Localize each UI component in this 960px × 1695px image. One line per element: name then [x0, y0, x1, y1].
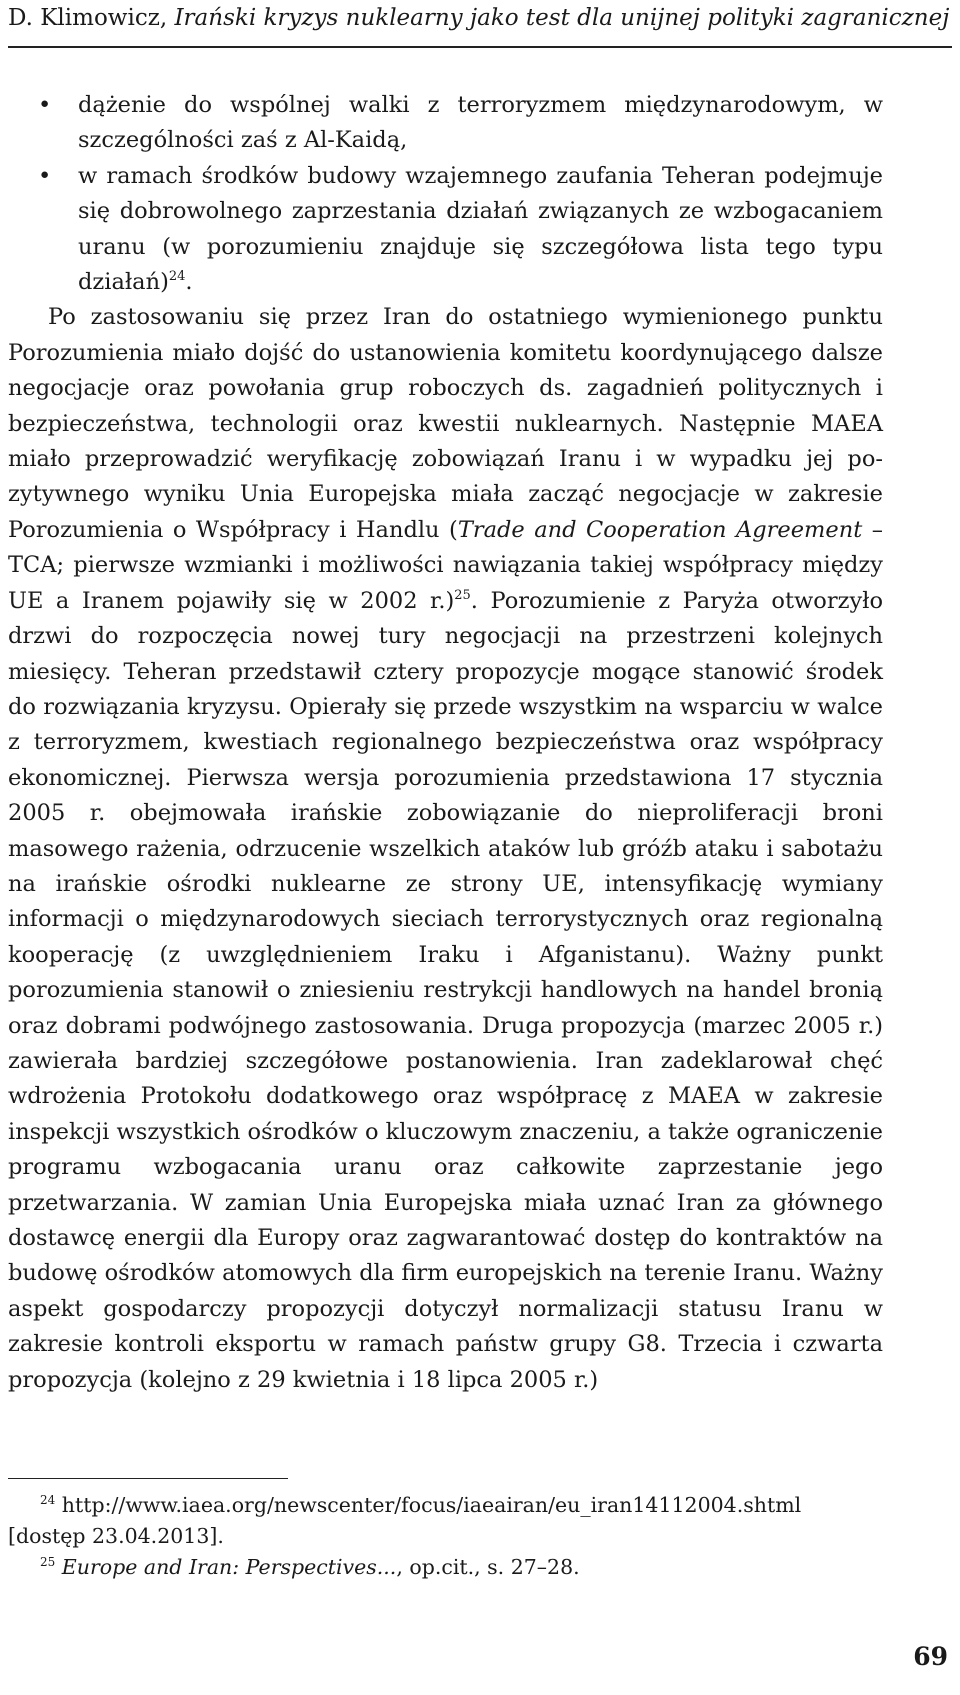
footnotes: [8, 1490, 883, 1583]
footnotes-rule: [8, 1478, 288, 1479]
main-text: [8, 88, 883, 1398]
bullet-icon: •: [38, 162, 52, 189]
footnote-number: 24: [40, 1493, 56, 1507]
footnote-25: [8, 1552, 883, 1583]
paragraph-text-2: – TCA; pierwsze wzmianki i możliwości nawiązania takiej współpracy między UE a Iranem pojawiły się w 2002 r.): [8, 516, 883, 614]
page-number: 69: [913, 1642, 948, 1671]
footnote-text: , op.cit., s. 27–28.: [396, 1555, 580, 1579]
paragraph-text-3: . Porozumienie z Paryża otworzyło drzwi do rozpoczęcia nowej tury negocjacji na przestrzeni kolejnych miesięcy. Teheran przedstawił cztery propozycje mogące stanowić środek do rozwiązania kryzysu. Opierały się przede wszystkim na wsparciu w walce z terroryzmem, kwestiach regionalnego bezpieczeństwa oraz współpracy ekonomicznej. Pierwsza wersja porozumienia przedstawiona 17 stycznia 2005 r. obejmowała irańskie zobowiązanie do nieproliferacji broni masowego rażenia, odrzucenie wszelkich ataków lub gróźb ataku i sabotażu na irańskie ośrodki nuklearne ze strony UE, intensyfikację wymiany informacji o międzynarodowych sieciach terrorystycznych oraz regionalną kooperację (z uwzględnieniem Iraku i Afganistanu). Ważny punkt porozumienia stanowił o zniesieniu restrykcji handlowych na handel bronią oraz dobrami podwójnego zastosowania. Druga propozycja (marzec 2005 r.) zawierała bardziej szczegółowe postanowienia. Iran zadeklarował chęć wdrożenia Protokołu dodatkowego oraz współpracę z MAEA w zakresie inspekcji wszystkich ośrodków o kluczowym znaczeniu, a także ograniczenie programu wzbogacania uranu oraz całkowite zaprzestanie jego przetwarzania. W zamian Unia Europejska miała uznać Iran za głównego dostawcę energii dla Europy oraz zagwarantować dostęp do kontraktów na budowę ośrodków atomowych dla firm europejskich na terenie Iranu. Ważny aspekt gospodarczy propozycji dotyczył normalizacji statusu Iranu w zakresie kontroli eksportu w ramach państw grupy G8. Trzecia i czwarta propozycja (kolejno z 29 kwietnia i 18 lipca 2005 r.): [8, 587, 883, 1393]
footnote-number: 25: [40, 1555, 56, 1569]
header-author: D. Klimowicz,: [8, 5, 175, 31]
footnote-ref[interactable]: 25: [454, 587, 471, 603]
header-rule: [8, 46, 952, 48]
header-title: Irański kryzys nuklearny jako test dla unijnej polityki zagranicznej: [174, 5, 950, 31]
footnote-24: [8, 1490, 883, 1552]
bullet-item: [8, 159, 883, 301]
bullet-end: .: [185, 269, 193, 296]
footnote-italic: Europe and Iran: Perspectives...: [55, 1555, 397, 1579]
footnote-text: http://www.iaea.org/newscenter/focus/iaeairan/eu_iran14112004.shtml [dostęp 23.04.2013].: [8, 1493, 802, 1548]
bullet-text: w ramach środków budowy wzajemnego zaufania Teheran podejmuje się dobrowolnego zaprzestania działań związanych ze wzbogacaniem uranu (w porozumieniu znajduje się szczegółowa lista tego typu działań): [78, 162, 883, 296]
bullet-text: dążenie do wspólnej walki z terroryzmem międzynarodowym, w szczególności zaś z Al-Kaidą,: [78, 92, 883, 154]
bullet-item: [8, 88, 883, 159]
paragraph-italic: Trade and Cooperation Agreement: [457, 516, 863, 543]
bullet-icon: •: [38, 92, 52, 118]
running-header: [8, 3, 952, 33]
paragraph-text-1: Po zastosowaniu się przez Iran do ostatniego wymienionego punktu Porozumienia miało dojść do ustanowienia komitetu koordynującego dalsze negocjacje oraz powołania grup roboczych ds. zagadnień politycznych i bezpieczeństwa, technologii oraz kwestii nuklearnych. Następnie MAEA miało przeprowadzić weryfikację zobowiązań Iranu i w wypadku jej pozytywnego wyniku Unia Europejska miała zacząć negocjacje w zakresie Porozumienia o Współpracy i Handlu (: [8, 304, 883, 543]
body-paragraph: [8, 300, 883, 1398]
footnote-ref[interactable]: 24: [168, 269, 186, 285]
bullet-list: [8, 88, 883, 300]
